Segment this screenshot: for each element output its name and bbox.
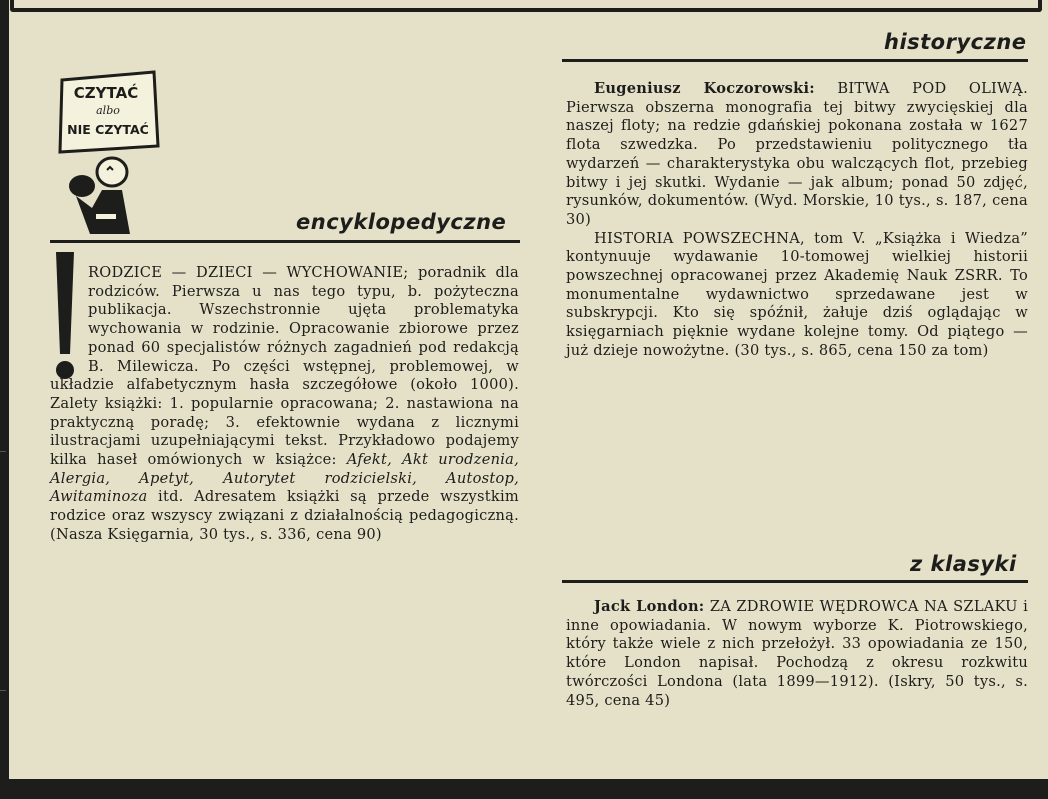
top-border bbox=[10, 0, 1042, 12]
section-rule bbox=[562, 59, 1028, 62]
article-rodzice bbox=[50, 264, 519, 545]
article-bitwa-author: Eugeniusz Koczorowski: bbox=[594, 80, 815, 97]
article-bitwa bbox=[566, 80, 1028, 361]
article-rodzice-terms: Afekt, Akt urodzenia, Alergia, Apetyt, Autorytet rodzicielski, Autostop, Awitaminoza bbox=[50, 451, 519, 506]
article-bitwa-body: BITWA POD OLIWĄ. Pierwsza obszerna monografia tej bitwy zwycięskiej dla naszej floty; na redzie gdańskiej pokonana została w 1627 flota szwedzka. Po przedstawieniu politycznego tła wydarzeń — charakterystyka obu walczących flot, przebieg bitwy i jej skutki. Wydanie — jak album; ponad 50 zdjęć, rysunków, dokumentów. (Wyd. Morskie, 10 tys., s. 187, cena 30) bbox=[566, 80, 1028, 228]
czytac-logo bbox=[56, 66, 162, 234]
logo-line2: albo bbox=[96, 104, 120, 117]
margin-mark bbox=[0, 451, 6, 452]
article-london-body: ZA ZDROWIE WĘDROWCA NA SZLAKU i inne opowiadania. W nowym wyborze K. Piotrowskiego, który także wiele z nich przełożył. 33 opowiadania ze 150, które London napisał. Pochodzą z okresu rozkwitu twórczości Londona (lata 1899—1912). (Iskry, 50 tys., s. 495, cena 45) bbox=[566, 598, 1029, 709]
article-rodzice-body: poradnik dla rodziców. Pierwsza u nas tego typu, b. pożyteczna publikacja. Wszechstronnie ujęta problematyka wychowania w rodzinie. Opracowanie zbiorowe przez ponad 60 specjalistów różnych zagadnień pod redakcją B. Milewicza. Po części wstępnej, problemowej, w układzie alfabetycznym hasła szczegółowe (około 1000). Zalety książki: 1. popularnie opracowana; 2. nastawiona na praktyczną poradę; 3. efektownie wydana z licznymi ilustracjami uzupełniającymi tekst. Przykładowo podajemy kilka haseł omówionych w książce: bbox=[50, 264, 519, 469]
float-spacer bbox=[50, 264, 88, 376]
article-historia-body: HISTORIA POWSZECHNA, tom V. „Książka i Wiedza” kontynuuje wydawanie 10-tomowej wielkiej historii powszechnej opracowanej przez Akademię Nauk ZSRR. To monumentalne wydawnictwo sprzedawane jest w subskrypcji. Kto się spóźnił, żałuje dziś oglądając w księgarniach pięknie wydane kolejne tomy. Od piątego — już dzieje nowożytne. (30 tys., s. 865, cena 150 za tom) bbox=[566, 229, 1028, 359]
left-border bbox=[0, 0, 9, 780]
article-rodzice-body2: itd. Adresatem książki są przede wszystkim rodzice oraz wszyscy związani z działalnością pedagogiczną. (Nasza Księgarnia, 30 tys., s. 336, cena 90) bbox=[50, 488, 520, 543]
margin-mark bbox=[0, 690, 6, 691]
section-rule bbox=[50, 240, 520, 243]
section-rule bbox=[562, 580, 1028, 583]
logo-line1: CZYTAĆ bbox=[73, 84, 139, 102]
section-historical: historyczne bbox=[884, 30, 1027, 54]
section-classics: z klasyki bbox=[910, 552, 1017, 576]
article-london bbox=[566, 598, 1028, 710]
section-encyclopedic: encyklopedyczne bbox=[296, 210, 507, 234]
article-rodzice-title: RODZICE — DZIECI — WYCHOWANIE; bbox=[88, 264, 409, 281]
logo-line3: NIE CZYTAĆ bbox=[67, 122, 149, 137]
article-london-author: Jack London: bbox=[594, 598, 705, 615]
bottom-border bbox=[0, 779, 1048, 799]
